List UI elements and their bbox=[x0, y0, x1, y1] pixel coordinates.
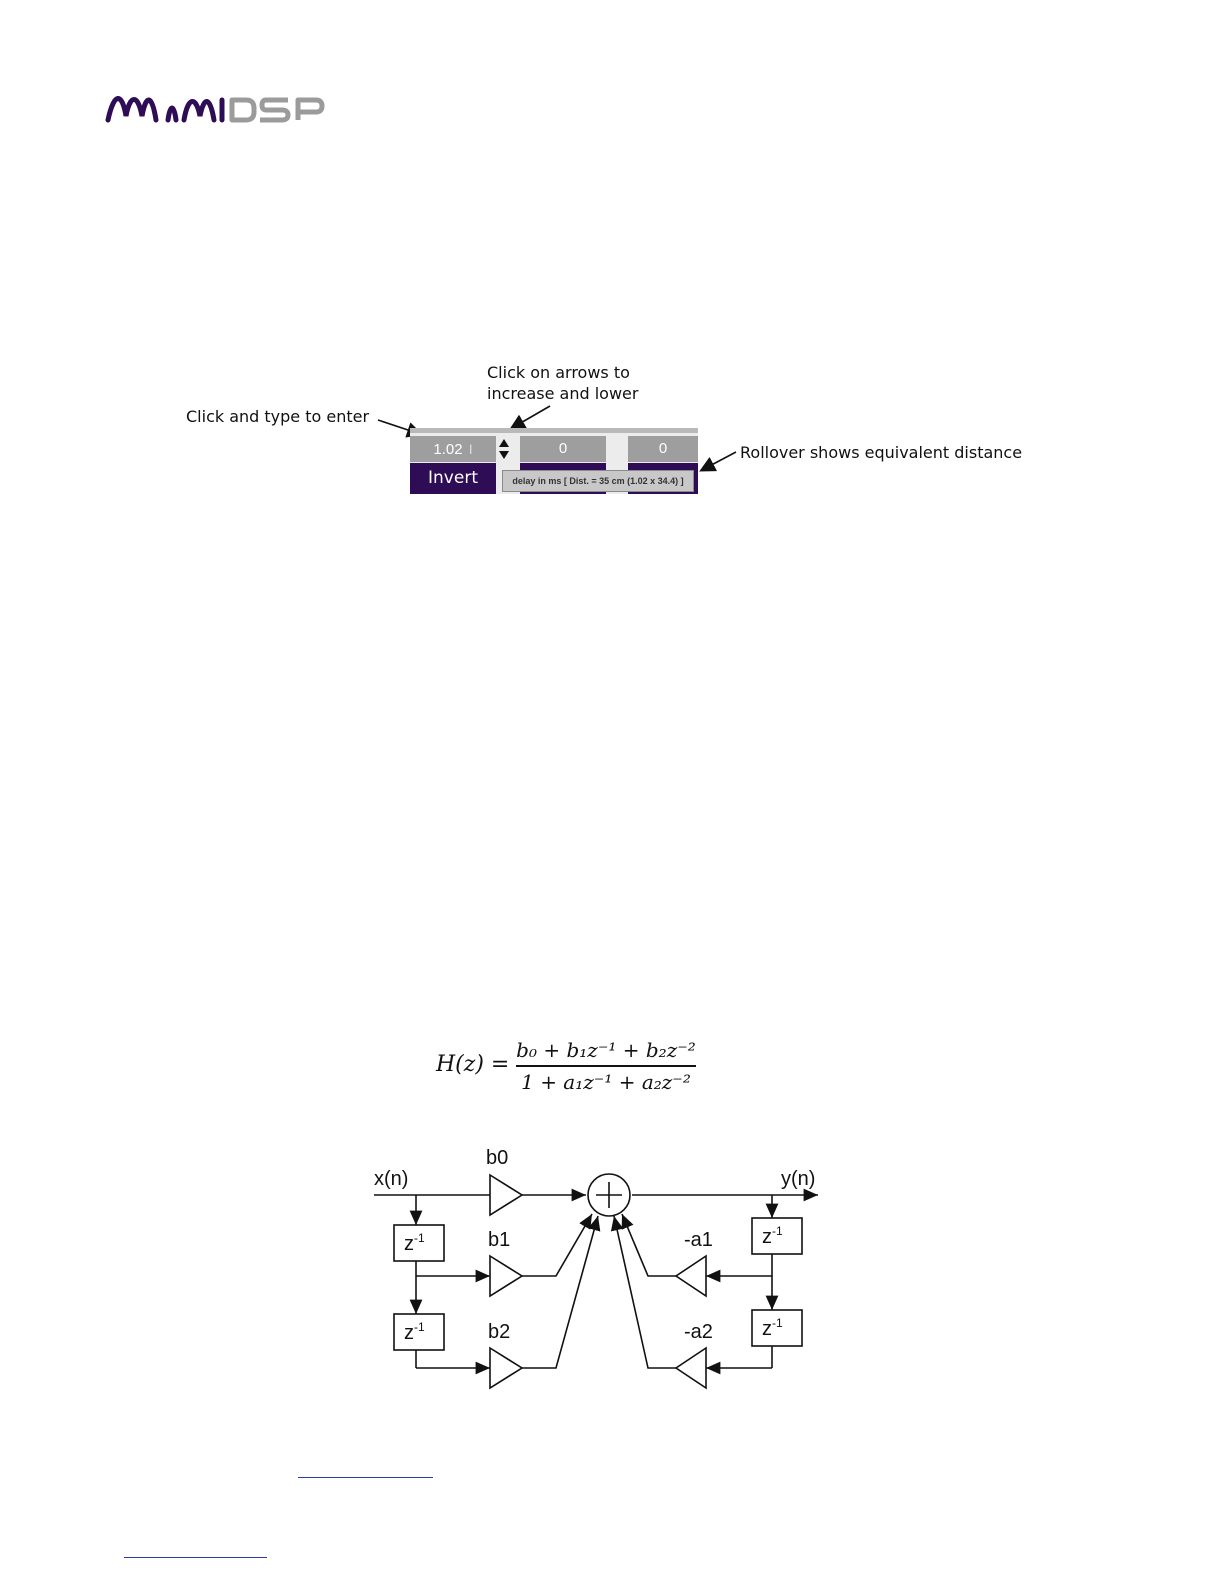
formula-fraction-bar bbox=[516, 1065, 696, 1067]
b1-gain-triangle bbox=[490, 1256, 522, 1296]
formula-numerator: b₀ + b₁z⁻¹ + b₂z⁻² bbox=[516, 1038, 696, 1062]
output-label: y(n) bbox=[781, 1168, 816, 1190]
transfer-function-formula bbox=[420, 1030, 720, 1100]
link-underline-2[interactable] bbox=[124, 1557, 267, 1558]
annotation-rollover: Rollover shows equivalent distance bbox=[740, 443, 1023, 462]
biquad-block-diagram bbox=[360, 1140, 840, 1410]
channel3-delay-input[interactable]: 0 bbox=[628, 436, 698, 462]
annotation-arrows bbox=[0, 0, 1224, 600]
link-underline-1[interactable] bbox=[298, 1477, 433, 1478]
delay-label-right-2: $z^{-1}$ bbox=[762, 1316, 783, 1340]
annotation-arrows-line2: increase and lower bbox=[487, 384, 639, 403]
sum-junction-icon bbox=[588, 1174, 630, 1216]
b2-gain-triangle bbox=[490, 1348, 522, 1388]
strip-top-border bbox=[410, 428, 698, 433]
a1-label: -a1 bbox=[684, 1229, 713, 1251]
biquad-diagram-svg bbox=[360, 1140, 840, 1410]
arrow-to-tooltip bbox=[702, 452, 736, 470]
formula-denominator: 1 + a₁z⁻¹ + a₂z⁻² bbox=[521, 1069, 691, 1094]
delay-label-left-2: $z^{-1}$ bbox=[404, 1320, 425, 1344]
b1-to-sum-line bbox=[522, 1214, 592, 1276]
channel2-delay-input[interactable]: 0 bbox=[520, 436, 606, 462]
b2-label: b2 bbox=[488, 1321, 511, 1343]
delay-spinner[interactable] bbox=[498, 436, 510, 462]
a2-to-sum-line bbox=[614, 1216, 676, 1368]
a1-gain-triangle bbox=[676, 1256, 706, 1296]
text-cursor-icon: I bbox=[468, 441, 473, 457]
annotation-click-type: Click and type to enter bbox=[186, 407, 370, 426]
invert-button[interactable]: Invert bbox=[410, 463, 496, 494]
arrow-to-spinner bbox=[512, 406, 550, 428]
delay-label-left-1: $z^{-1}$ bbox=[404, 1231, 425, 1255]
delay-label-right-1: $z^{-1}$ bbox=[762, 1224, 783, 1248]
b2-to-sum-line bbox=[522, 1216, 598, 1368]
a2-gain-triangle bbox=[676, 1348, 706, 1388]
delay-tooltip: delay in ms [ Dist. = 35 cm (1.02 x 34.4) ] bbox=[502, 470, 694, 492]
delay-input-value: 1.02 bbox=[433, 441, 463, 458]
annotation-arrows-line1: Click on arrows to bbox=[487, 363, 630, 382]
input-label: x(n) bbox=[374, 1168, 409, 1190]
spinner-arrows-icon bbox=[498, 436, 510, 462]
delay-input[interactable] bbox=[410, 436, 496, 462]
formula-fraction bbox=[516, 1036, 696, 1096]
a2-label: -a2 bbox=[684, 1321, 713, 1343]
b0-gain-triangle bbox=[490, 1175, 522, 1215]
formula-lhs: H(z) = bbox=[436, 1052, 510, 1077]
b0-label: b0 bbox=[486, 1147, 509, 1169]
b1-label: b1 bbox=[488, 1229, 511, 1251]
a1-to-sum-line bbox=[622, 1214, 676, 1276]
